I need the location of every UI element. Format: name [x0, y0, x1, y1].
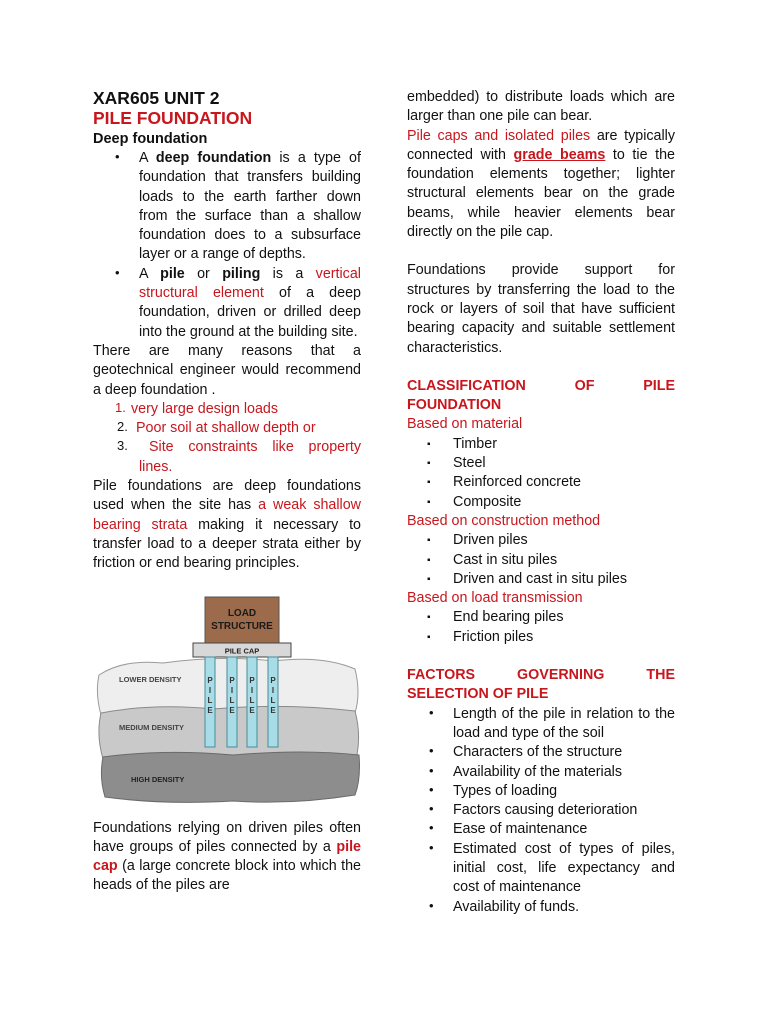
left-column [93, 88, 361, 896]
list-item: • Availability of the materials [429, 762, 622, 780]
pile-foundation-paragraph: Pile foundations are deep foundations used when the site has a weak shallow bearing strata making it necessary to transfer load to a deeper strata either by friction or end bearing principles. [93, 478, 361, 572]
load-list [407, 608, 675, 647]
pile-letter: I [230, 685, 234, 695]
group-label-construction: Based on construction method [407, 512, 601, 529]
right-column [407, 88, 675, 917]
pile-letter: I [250, 685, 254, 695]
lower-density-label: LOWER DENSITY [119, 674, 182, 684]
continued-paragraph: embedded) to distribute loads which are larger than one pile can bear. [407, 89, 675, 125]
list-item: ▪ Reinforced concrete [427, 474, 581, 491]
pile-letter: L [207, 695, 213, 705]
pile-letter: P [249, 675, 255, 685]
list-item: • Availability of funds. [429, 897, 580, 915]
factors-heading: FACTORS GOVERNING THE SELECTION OF PILE [407, 667, 675, 703]
list-item: • Types of loading [429, 781, 558, 799]
bullet-marker: • [115, 264, 120, 280]
list-item: 1. very large design loads [115, 399, 279, 417]
deep-foundation-list [93, 149, 361, 342]
list-item: ▪ Steel [427, 455, 486, 472]
construction-list [407, 531, 675, 589]
list-item: ▪ Friction piles [427, 628, 534, 645]
reasons-list [93, 400, 361, 477]
load-structure-label: LOAD STRUCTURE [211, 607, 273, 632]
pile-letter: P [207, 675, 213, 685]
load-structure-block [205, 597, 279, 643]
list-item: ▪ Driven piles [427, 532, 528, 549]
pile-letter: L [229, 695, 235, 705]
pile-letter: E [229, 705, 235, 715]
pile-cap-label: PILE CAP [224, 646, 260, 656]
pile-letter: E [207, 705, 213, 715]
unit-title: XAR605 UNIT 2 [93, 88, 220, 108]
list-item: 2. Poor soil at shallow depth or [117, 419, 316, 437]
group-label-material: Based on material [407, 416, 523, 433]
pile-letter: L [249, 695, 255, 705]
section-heading: Deep foundation [93, 131, 208, 147]
classification-heading: CLASSIFICATION OF PILE FOUNDATION [407, 377, 675, 414]
list-item: • A pile or piling is a vertical structural element of a deep foundation, driven or drilled deep into the ground at the building site. [115, 264, 361, 340]
list-item: ▪ Timber [427, 435, 497, 452]
bullet-marker: • [115, 149, 120, 164]
pile-letter: E [270, 705, 276, 715]
pile-foundation-diagram [93, 583, 361, 815]
high-density-label: HIGH DENSITY [131, 774, 185, 784]
pile-letter: P [229, 675, 235, 685]
pile-cap-paragraph: Foundations relying on driven piles often have groups of piles connected by a pile cap (a large concrete block into which the heads of the piles are [93, 819, 361, 894]
list-item: • Factors causing deterioration [429, 801, 638, 819]
group-label-load: Based on load transmission [407, 590, 583, 607]
pile-letter: I [208, 685, 212, 695]
list-item: • Length of the pile in relation to the load and type of the soil [429, 704, 675, 741]
list-item: ▪ Driven and cast in situ piles [427, 570, 628, 587]
foundations-paragraph: Foundations provide support for structures by transferring the load to the rock or layers of soil that have sufficient bearing capacity and suitable settlement characteristics. [407, 262, 675, 356]
pile-letter: E [249, 705, 255, 715]
material-list [407, 435, 675, 512]
pile-letter: L [270, 695, 276, 705]
medium-density-label: MEDIUM DENSITY [119, 722, 185, 732]
list-item: • Ease of maintenance [429, 820, 588, 838]
list-item: 3. Site constraints like property lines. [117, 438, 361, 475]
list-item: • Estimated cost of types of piles, initial cost, life expectancy and cost of maintenance [429, 839, 675, 896]
page-title: PILE FOUNDATION [93, 108, 253, 128]
list-item: ▪ Cast in situ piles [427, 551, 558, 568]
pile-letter: I [271, 685, 275, 695]
pile-caps-paragraph: Pile caps and isolated piles are typically connected with grade beams to tie the foundation elements together; lighter structural elements bear on the grade beams, while heavier elements bear directly on the pile cap. [407, 127, 675, 241]
factors-list [407, 705, 675, 917]
pile-diagram-svg [93, 583, 361, 815]
list-item: • A deep foundation is a type of foundation that transfers building loads to the earth farther down from the surface than a shallow foundation does to a subsurface layer or a range of depths. [115, 149, 361, 263]
pile-letter: P [270, 675, 276, 685]
list-item: ▪ End bearing piles [427, 609, 564, 626]
list-item: ▪ Composite [427, 493, 522, 510]
grade-beams-link[interactable]: grade beams [513, 146, 606, 163]
list-item: • Characters of the structure [429, 743, 623, 761]
classification-groups [407, 415, 675, 647]
reasons-intro: There are many reasons that a geotechnical engineer would recommend a deep foundation . [93, 342, 361, 398]
